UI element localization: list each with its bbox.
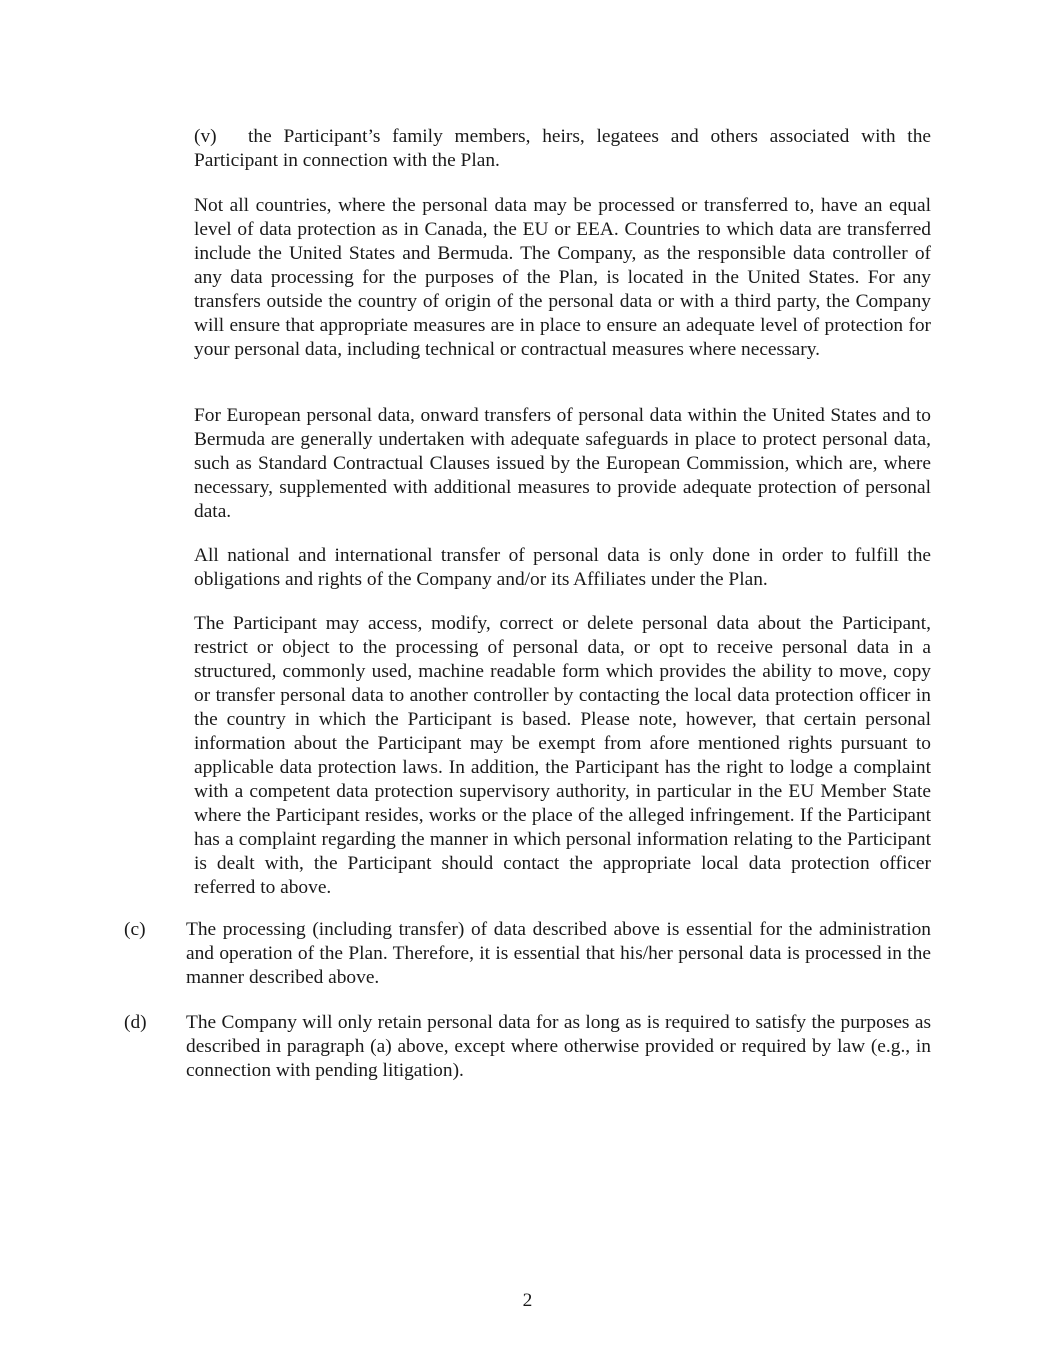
paragraph-national-international-transfer: All national and international transfer of personal data is only done in order to fulfill the obligations and rights of the Company and/or its Affiliates under the Plan.: [194, 545, 931, 590]
list-item-c: [124, 918, 931, 990]
list-item-v-text: the Participant’s family members, heirs, legatees and others associated with the Participant in connection with the Plan.: [194, 126, 931, 171]
paragraph-data-protection-countries: Not all countries, where the personal data may be processed or transferred to, have an equal level of data protection as in Canada, the EU or EEA. Countries to which data are transferred include the United States and Bermuda. The Company, as the responsible data controller of any data processing for the purposes of the Plan, is located in the United States. For any transfers outside the country of origin of the personal data or with a third party, the Company will ensure that appropriate measures are in place to ensure an adequate level of protection for your personal data, including technical or contractual measures where necessary.: [194, 195, 931, 360]
list-item-d: [124, 1011, 931, 1083]
list-item-v-label: (v): [194, 126, 217, 147]
list-item-d-text: The Company will only retain personal data for as long as is required to satisfy the purposes as described in paragraph (a) above, except where otherwise provided or required by law (e.g., in connection with pending litigation).: [186, 1012, 931, 1081]
list-item-c-text: The processing (including transfer) of data described above is essential for the administration and operation of the Plan. Therefore, it is essential that his/her personal data is processed in the manner described above.: [186, 919, 931, 988]
paragraph-participant-rights: The Participant may access, modify, correct or delete personal data about the Participant, restrict or object to the processing of personal data, or opt to receive personal data in a structured, commonly used, machine readable form which provides the ability to move, copy or transfer personal data to another controller by contacting the local data protection officer in the country in which the Participant is based. Please note, however, that certain personal information about the Participant may be exempt from afore mentioned rights pursuant to applicable data protection laws. In addition, the Participant has the right to lodge a complaint with a competent data protection supervisory authority, in particular in the EU Member State where the Participant resides, works or the place of the alleged infringement. If the Participant has a complaint regarding the manner in which personal information relating to the Participant is dealt with, the Participant should contact the appropriate local data protection officer referred to above.: [194, 613, 931, 898]
paragraph-european-transfers: For European personal data, onward transfers of personal data within the United States and to Bermuda are generally undertaken with adequate safeguards in place to protect personal data, such as Standard Contractual Clauses issued by the European Commission, which are, where necessary, supplemented with additional measures to provide adequate protection of personal data.: [194, 405, 931, 522]
list-item-d-label: (d): [124, 1012, 147, 1033]
list-item-c-label: (c): [124, 919, 146, 940]
page-number: 2: [522, 1290, 533, 1311]
list-item-v: [194, 125, 931, 173]
